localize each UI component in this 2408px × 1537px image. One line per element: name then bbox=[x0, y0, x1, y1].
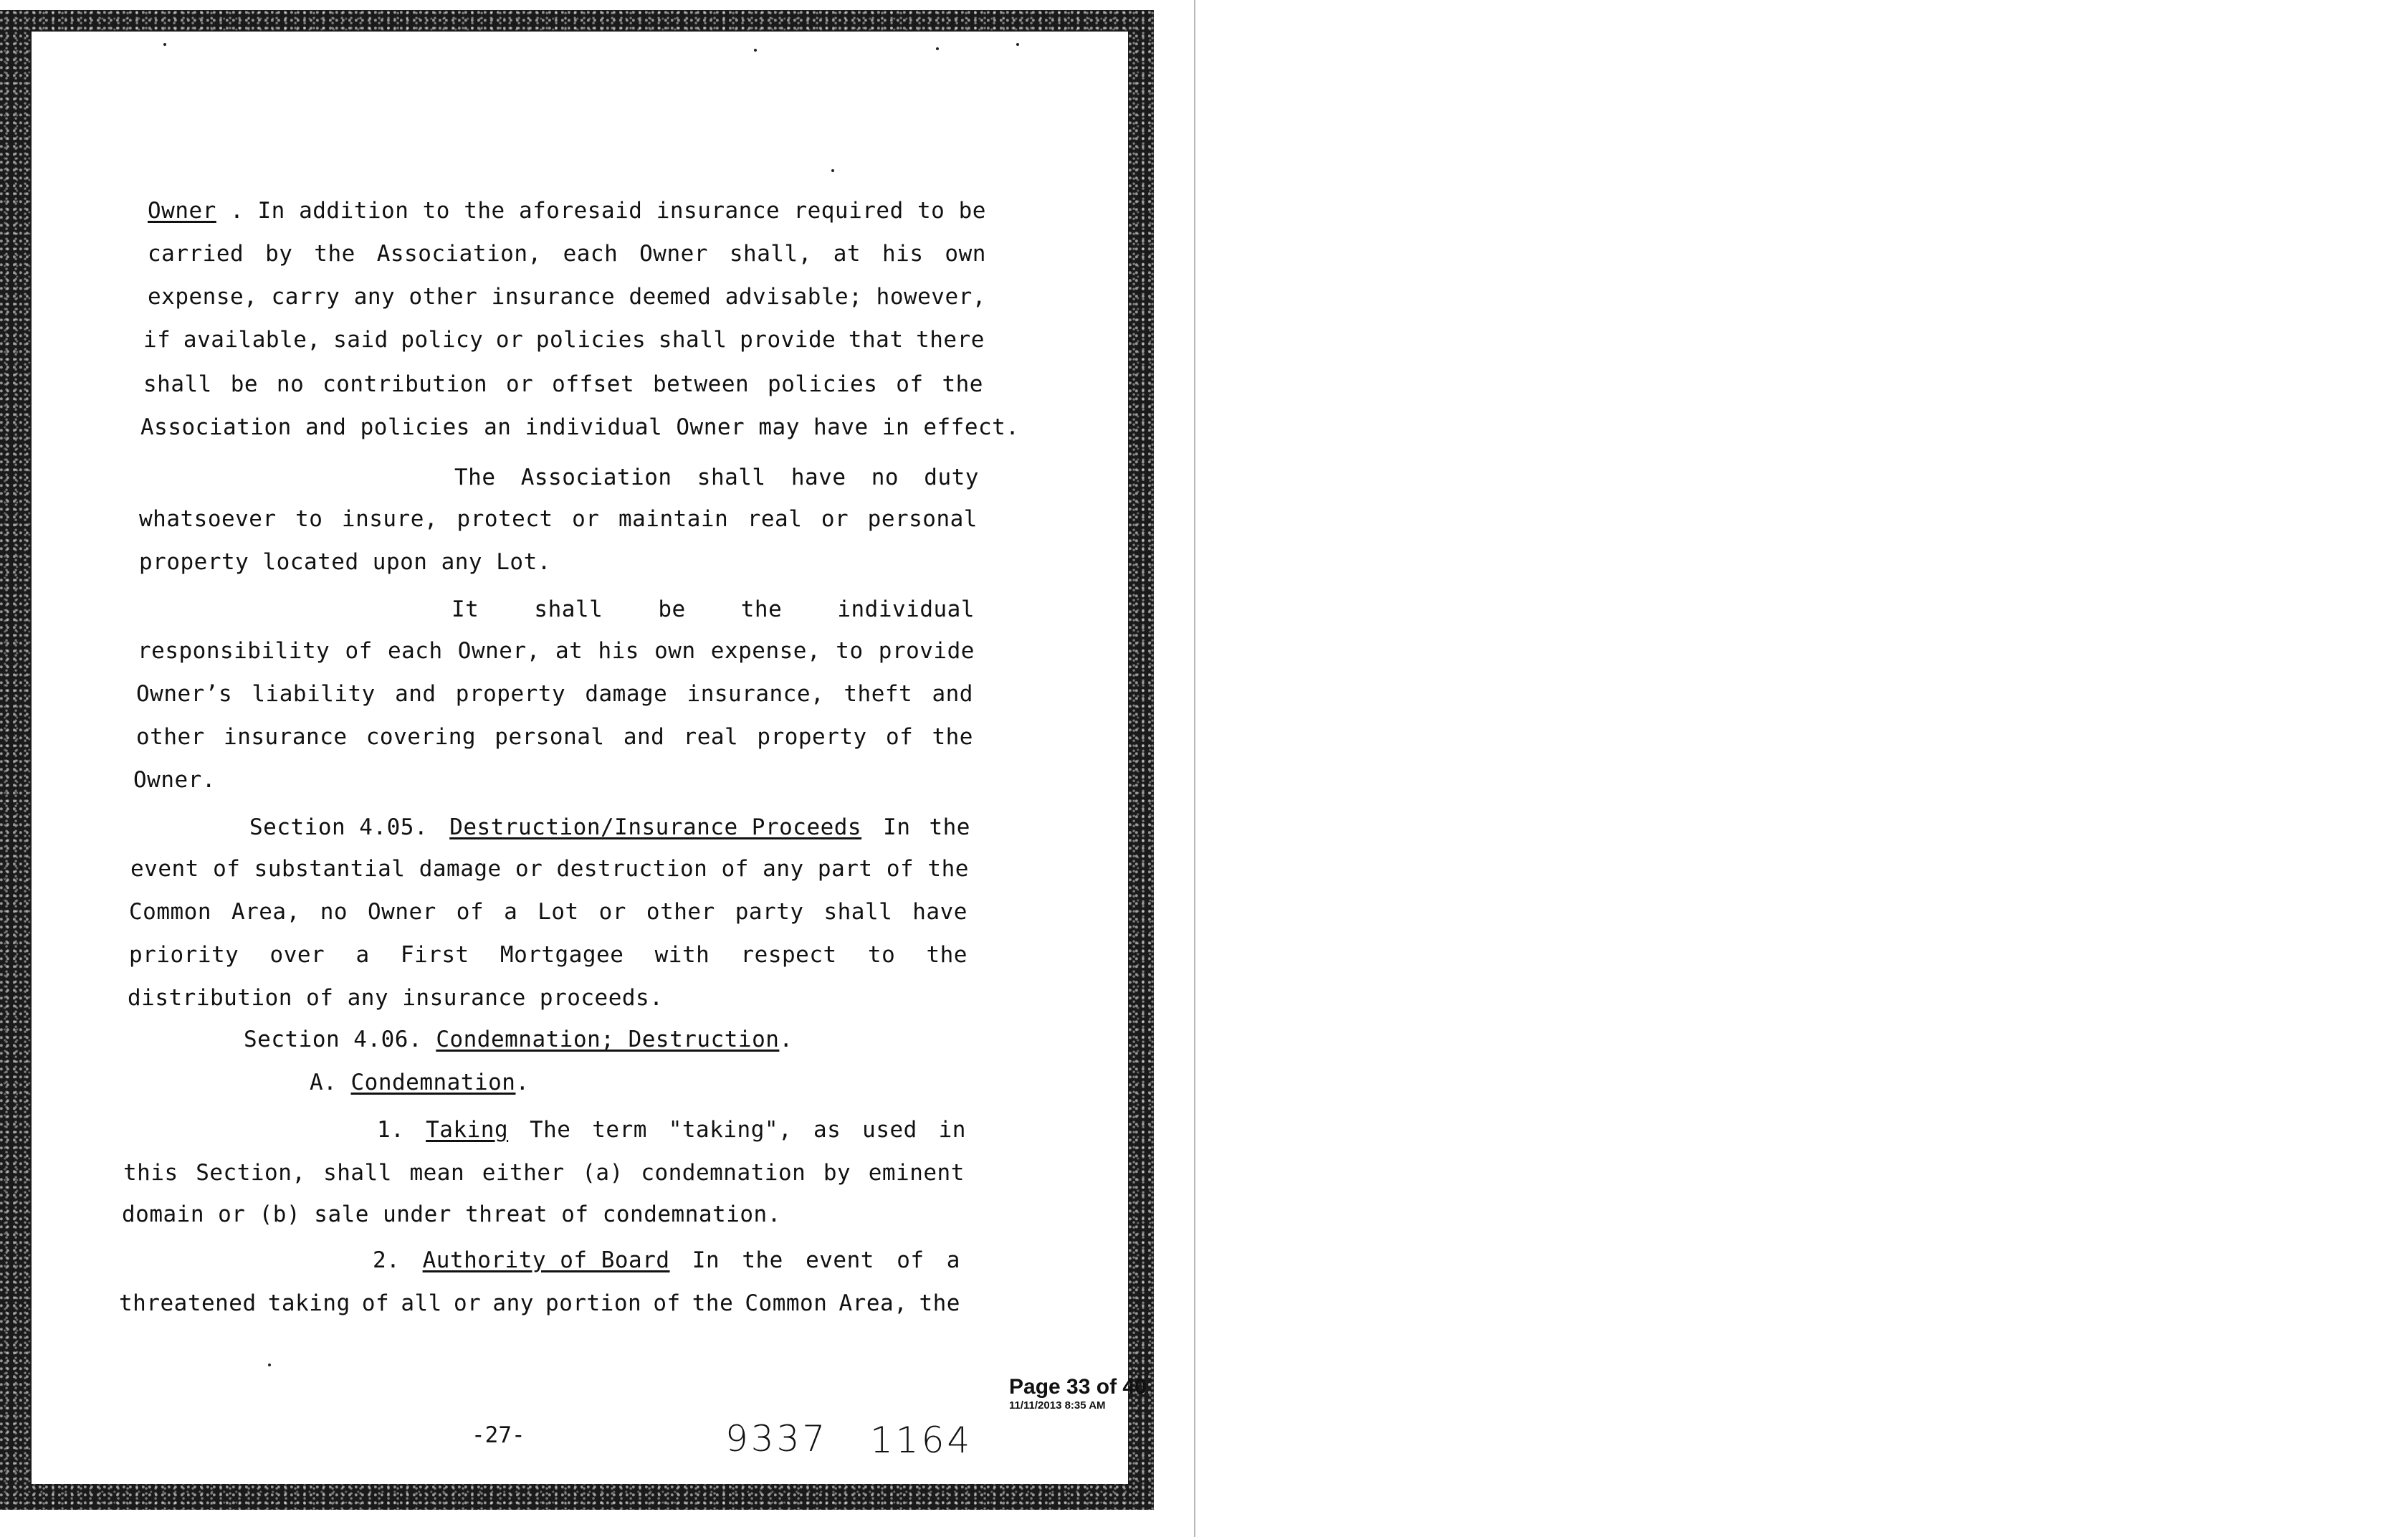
word: taking bbox=[267, 1290, 350, 1316]
word: Common bbox=[745, 1290, 828, 1316]
word: Area, bbox=[231, 899, 300, 925]
word: either bbox=[482, 1160, 565, 1186]
paragraph-line bbox=[140, 414, 1019, 440]
word: any bbox=[763, 856, 804, 882]
word: his bbox=[882, 241, 924, 267]
word: own bbox=[654, 638, 696, 664]
paragraph-line bbox=[122, 1201, 781, 1227]
word: in bbox=[938, 1117, 966, 1143]
word: distribution of any insurance proceeds. bbox=[128, 985, 664, 1011]
word: however, bbox=[876, 284, 986, 310]
paragraph-line bbox=[139, 506, 978, 532]
word: be bbox=[958, 198, 986, 224]
word: there bbox=[916, 327, 985, 353]
item-heading bbox=[377, 1117, 966, 1143]
word: substantial bbox=[254, 856, 406, 882]
word: theft bbox=[844, 681, 913, 707]
paragraph-line bbox=[138, 638, 975, 664]
word: Owner bbox=[148, 198, 216, 224]
word: property bbox=[757, 724, 867, 750]
word: of bbox=[345, 638, 373, 664]
word: . bbox=[230, 198, 244, 224]
section-heading-tail bbox=[883, 814, 970, 840]
word: policies bbox=[768, 371, 878, 397]
word: the bbox=[927, 856, 969, 882]
word: Common bbox=[129, 899, 211, 925]
word: priority bbox=[129, 942, 239, 968]
word: property located upon any Lot. bbox=[139, 549, 551, 575]
word: responsibility bbox=[138, 638, 330, 664]
word: by bbox=[265, 241, 293, 267]
paragraph-line bbox=[452, 596, 975, 622]
word: addition bbox=[299, 198, 409, 224]
item-label: 2. bbox=[373, 1247, 401, 1273]
word: whatsoever bbox=[139, 506, 277, 532]
word: with bbox=[654, 942, 710, 968]
word: It bbox=[452, 596, 479, 622]
word: to bbox=[295, 506, 323, 532]
word: any bbox=[353, 284, 396, 310]
page-reference-number: 1164 bbox=[870, 1419, 973, 1461]
word: the bbox=[314, 241, 355, 267]
word: deemed bbox=[629, 284, 712, 310]
paragraph-line bbox=[136, 724, 973, 750]
paragraph-line bbox=[128, 985, 663, 1011]
word: insurance bbox=[656, 198, 780, 224]
paragraph-line bbox=[119, 1290, 960, 1316]
word: portion bbox=[545, 1290, 642, 1316]
word: shall bbox=[823, 899, 893, 925]
word: said bbox=[333, 327, 388, 353]
paragraph-line bbox=[143, 371, 983, 397]
word: eminent bbox=[868, 1160, 965, 1186]
word: advisable; bbox=[725, 284, 863, 310]
scan-speck bbox=[936, 47, 939, 50]
subsection-title: Condemnation bbox=[350, 1070, 516, 1095]
word: the bbox=[932, 724, 973, 750]
paragraph-line bbox=[148, 284, 986, 310]
word: respect bbox=[740, 942, 837, 968]
word: term bbox=[592, 1117, 647, 1143]
word: a bbox=[355, 942, 370, 968]
word: provide bbox=[878, 638, 975, 664]
word: insurance bbox=[224, 724, 348, 750]
word: or bbox=[572, 506, 600, 532]
word: the bbox=[464, 198, 505, 224]
word: threatened bbox=[119, 1290, 257, 1316]
word: First bbox=[400, 942, 469, 968]
word: condemnation bbox=[641, 1160, 806, 1186]
word: Owner’s bbox=[136, 681, 233, 707]
word: and bbox=[395, 681, 436, 707]
word: have bbox=[790, 465, 846, 490]
word: or bbox=[453, 1290, 482, 1316]
word: or bbox=[598, 899, 626, 925]
word: Area, bbox=[838, 1290, 908, 1316]
word: be bbox=[658, 596, 686, 622]
word: provide bbox=[740, 327, 836, 353]
word: damage bbox=[419, 856, 502, 882]
word: policy bbox=[401, 327, 484, 353]
word: all bbox=[401, 1290, 442, 1316]
word: available, bbox=[183, 327, 321, 353]
word: to bbox=[836, 638, 864, 664]
word: of bbox=[885, 724, 914, 750]
page-stamp bbox=[1009, 1375, 1147, 1412]
word: shall bbox=[143, 371, 212, 397]
word: In bbox=[883, 814, 911, 840]
word: used bbox=[862, 1117, 917, 1143]
word: or bbox=[495, 327, 524, 353]
word: any bbox=[492, 1290, 534, 1316]
item-title: Taking bbox=[426, 1117, 509, 1143]
word: In bbox=[257, 198, 285, 224]
word: his bbox=[598, 638, 639, 664]
section-title: Destruction/Insurance Proceeds bbox=[449, 814, 862, 840]
word: shall bbox=[658, 327, 727, 353]
word: shall bbox=[534, 596, 603, 622]
scan-speck bbox=[1016, 43, 1019, 46]
word: to bbox=[867, 942, 896, 968]
word: of bbox=[896, 371, 924, 397]
word: the bbox=[919, 1290, 960, 1316]
word: or bbox=[515, 856, 543, 882]
paragraph-line bbox=[130, 856, 969, 882]
word: between bbox=[653, 371, 750, 397]
word: the bbox=[929, 814, 970, 840]
scan-speck bbox=[831, 169, 834, 172]
word: no bbox=[276, 371, 305, 397]
word: real bbox=[747, 506, 803, 532]
word: expense, bbox=[148, 284, 258, 310]
page-number: -27- bbox=[472, 1422, 525, 1448]
word: no bbox=[320, 899, 348, 925]
word: Association bbox=[520, 465, 672, 490]
word: over bbox=[269, 942, 325, 968]
word: covering bbox=[366, 724, 477, 750]
word: Owner bbox=[639, 241, 708, 267]
item-title: Authority of Board bbox=[422, 1247, 670, 1273]
word: or bbox=[821, 506, 849, 532]
word: domain or (b) sale under threat of condemnation. bbox=[122, 1201, 781, 1227]
word: Section, bbox=[196, 1160, 306, 1186]
item-label: 1. bbox=[377, 1117, 405, 1143]
section-title: Condemnation; Destruction bbox=[436, 1027, 780, 1052]
word: insure, bbox=[341, 506, 439, 532]
word: the bbox=[692, 1290, 734, 1316]
word: duty bbox=[924, 465, 979, 490]
word: the bbox=[742, 1247, 783, 1273]
word: Owner, bbox=[457, 638, 540, 664]
word: Association, bbox=[376, 241, 542, 267]
word: insurance, bbox=[687, 681, 825, 707]
scan-speck bbox=[754, 49, 757, 52]
word: a bbox=[504, 899, 518, 925]
paragraph-line bbox=[454, 465, 979, 490]
word: of bbox=[886, 856, 914, 882]
word: by bbox=[823, 1160, 851, 1186]
word: protect bbox=[457, 506, 553, 532]
viewer-divider bbox=[1194, 0, 1195, 1537]
section-label: Section 4.06. bbox=[244, 1027, 423, 1052]
word: a bbox=[946, 1247, 960, 1273]
book-number: 9337 bbox=[725, 1418, 828, 1460]
section-heading: Section 4.06. Condemnation; Destruction. bbox=[244, 1027, 793, 1052]
word: as bbox=[813, 1117, 841, 1143]
word: Owner bbox=[368, 899, 436, 925]
word: required bbox=[793, 198, 904, 224]
word: to bbox=[422, 198, 450, 224]
paragraph-line bbox=[129, 942, 968, 968]
section-heading bbox=[249, 814, 970, 840]
word: and bbox=[932, 681, 973, 707]
word: the bbox=[926, 942, 968, 968]
word: Mortgagee bbox=[500, 942, 624, 968]
word: policies bbox=[535, 327, 646, 353]
scan-speck bbox=[163, 43, 166, 46]
word: individual bbox=[837, 596, 975, 622]
word: Owner. bbox=[133, 767, 216, 793]
word: Lot bbox=[538, 899, 579, 925]
word: own bbox=[945, 241, 986, 267]
paragraph-line bbox=[139, 549, 551, 575]
word: of bbox=[361, 1290, 390, 1316]
word: maintain bbox=[618, 506, 729, 532]
word: mean bbox=[409, 1160, 465, 1186]
word: personal bbox=[867, 506, 978, 532]
paragraph-line bbox=[129, 899, 968, 925]
paragraph-line bbox=[123, 1160, 965, 1186]
word: no bbox=[871, 465, 899, 490]
word: this bbox=[123, 1160, 178, 1186]
word: shall bbox=[697, 465, 766, 490]
section-label: Section 4.05. bbox=[249, 814, 429, 840]
paragraph-line bbox=[148, 198, 986, 224]
word: at bbox=[833, 241, 861, 267]
stamp-timestamp: 11/11/2013 8:35 AM bbox=[1009, 1399, 1106, 1412]
word: other bbox=[646, 899, 715, 925]
word: shall bbox=[323, 1160, 392, 1186]
word: offset bbox=[552, 371, 635, 397]
word: personal bbox=[494, 724, 605, 750]
word: contribution bbox=[322, 371, 488, 397]
subsection-heading: A. Condemnation. bbox=[310, 1070, 530, 1095]
word: liability bbox=[252, 681, 376, 707]
word: event bbox=[806, 1247, 874, 1273]
word: part bbox=[817, 856, 873, 882]
word: In bbox=[692, 1247, 720, 1273]
word: shall, bbox=[729, 241, 812, 267]
word: other bbox=[408, 284, 478, 310]
word: carried bbox=[148, 241, 244, 267]
item-heading bbox=[373, 1247, 960, 1273]
word: Association and policies an individual Owner may have in effect. bbox=[140, 414, 1020, 440]
word: to bbox=[917, 198, 945, 224]
word: of bbox=[456, 899, 484, 925]
word: that bbox=[848, 327, 904, 353]
paragraph-line bbox=[148, 241, 986, 267]
word: of bbox=[897, 1247, 924, 1273]
word: damage bbox=[585, 681, 668, 707]
word: of bbox=[653, 1290, 681, 1316]
subsection-label: A. bbox=[310, 1070, 338, 1095]
paragraph-line bbox=[133, 767, 216, 793]
scan-speck bbox=[268, 1364, 271, 1366]
word: (a) bbox=[582, 1160, 624, 1186]
word: and bbox=[623, 724, 665, 750]
word: destruction bbox=[556, 856, 708, 882]
word: The bbox=[529, 1117, 571, 1143]
word: "taking", bbox=[668, 1117, 793, 1143]
word: at bbox=[555, 638, 583, 664]
word: the bbox=[942, 371, 983, 397]
word: real bbox=[683, 724, 739, 750]
word: or bbox=[505, 371, 534, 397]
word: carry bbox=[271, 284, 340, 310]
word: be bbox=[230, 371, 259, 397]
word: expense, bbox=[710, 638, 821, 664]
word: each bbox=[563, 241, 618, 267]
word: The bbox=[454, 465, 496, 490]
page-of-label: Page 33 of 40 bbox=[1009, 1375, 1147, 1399]
word: if bbox=[143, 327, 171, 353]
word: each bbox=[387, 638, 443, 664]
word: of bbox=[721, 856, 749, 882]
paragraph-line bbox=[136, 681, 973, 707]
word: other bbox=[136, 724, 205, 750]
word: event bbox=[130, 856, 199, 882]
word: insurance bbox=[491, 284, 616, 310]
word: property bbox=[455, 681, 566, 707]
word: aforesaid bbox=[518, 198, 643, 224]
word: the bbox=[740, 596, 783, 622]
word: party bbox=[735, 899, 804, 925]
word: have bbox=[912, 899, 968, 925]
word: of bbox=[213, 856, 241, 882]
paragraph-line bbox=[143, 327, 985, 353]
